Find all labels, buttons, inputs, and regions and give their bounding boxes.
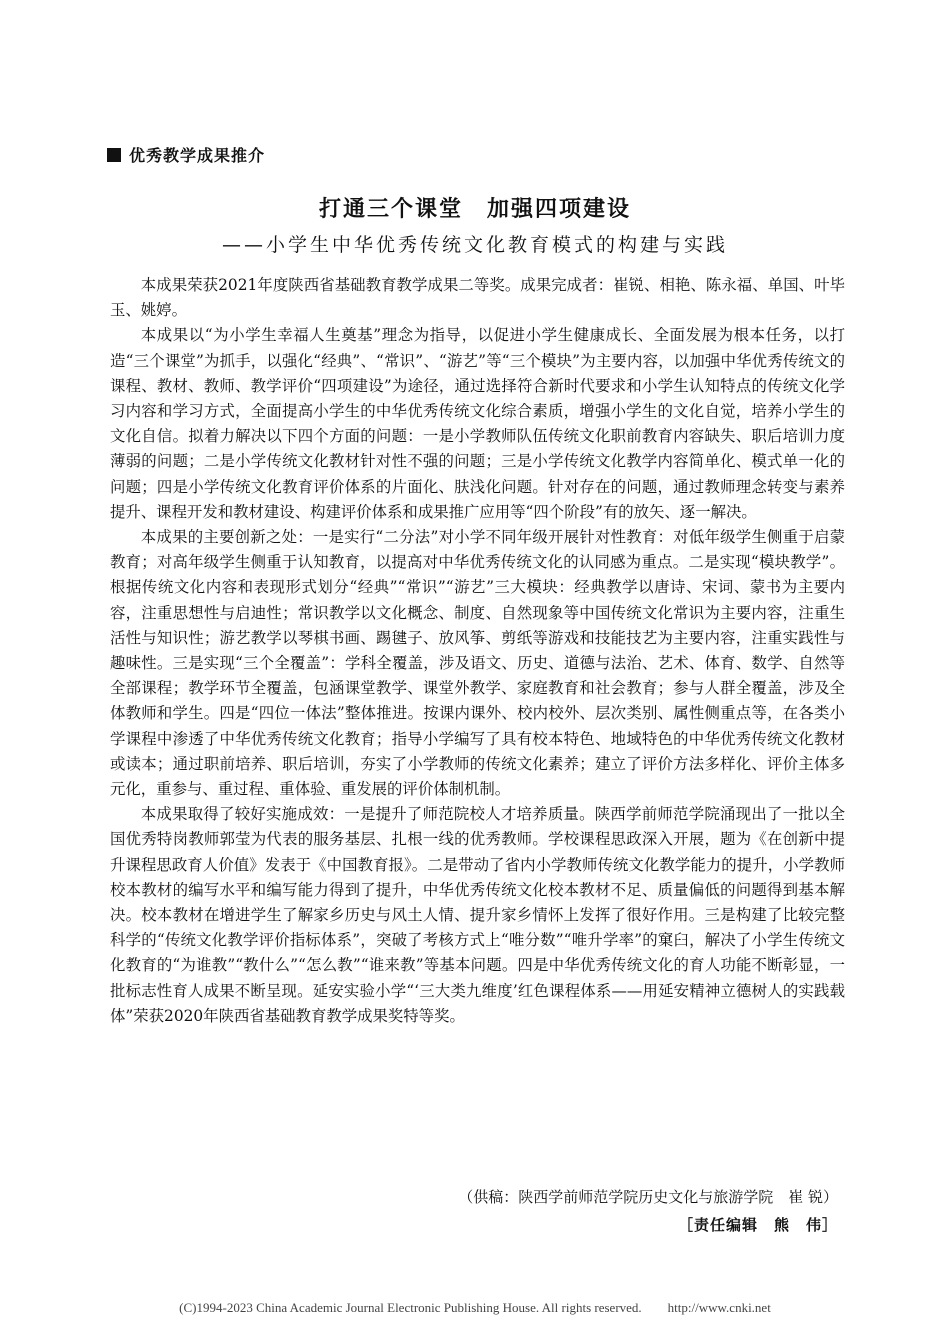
article-subtitle: ——小学生中华优秀传统文化教育模式的构建与实践 [221,234,728,256]
copyright-footer: (C)1994-2023 China Academic Journal Electronic Publishing House. All rights reserved. http://www.cnki.net [179,1300,771,1315]
square-bullet-icon [107,148,121,162]
paragraph: 本成果取得了较好实施成效：一是提升了师范院校人才培养质量。陕西学前师范学院涌现出了一批以全国优秀特岗教师郭莹为代表的服务基层、扎根一线的优秀教师。学校课程思政深入开展，题为《在创新中提升课程思政育人价值》发表于《中国教育报》。二是带动了省内小学教师传统文化教学能力的提升，小学教师校本教材的编写水平和编写能力得到了提升，中华优秀传统文化校本教材不足、质量偏低的问题得到基本解决。校本教材在增进学生了解家乡历史与风土人情、提升家乡情怀上发挥了很好作用。三是构建了比较完整科学的“传统文化教学评价指标体系”，突破了考核方式上“唯分数”“唯升学率”的窠臼，解决了小学生传统文化教育的“为谁教”“教什么”“怎么教”“谁来教”等基本问题。四是中华优秀传统文化的育人功能不断彰显，一批标志性育人成果不断呈现。延安实验小学“‘三大类九维度’红色课程体系——用延安精神立德树人的实践载体”荣获2020年陕西省基础教育教学成果奖特等奖。 [110,805,845,1025]
article-body [110,273,845,1029]
paragraph: 本成果荣获2021年度陕西省基础教育教学成果二等奖。成果完成者：崔锐、相艳、陈永福、单国、叶毕玉、姚婷。 [110,276,845,320]
paragraph: 本成果以“为小学生幸福人生奠基”理念为指导，以促进小学生健康成长、全面发展为根本任务，以打造“三个课堂”为抓手，以强化“经典”、“常识”、“游艺”等“三个模块”为主要内容，以加强中华优秀传统文的课程、教材、教师、教学评价“四项建设”为途径，通过选择符合新时代要求和小学生认知特点的传统文化学习内容和学习方式，全面提高小学生的中华优秀传统文化综合素质，增强小学生的文化自觉，培养小学生的文化自信。拟着力解决以下四个方面的问题：一是小学教师队伍传统文化职前教育内容缺失、职后培训力度薄弱的问题；二是小学传统文化教材针对性不强的问题；三是小学传统文化教学内容简单化、模式单一化的问题；四是小学传统文化教育评价体系的片面化、肤浅化问题。针对存在的问题，通过教师理念转变与素养提升、课程开发和教材建设、构建评价体系和成果推广应用等“四个阶段”有的放矢、逐一解决。 [110,326,845,521]
article-title: 打通三个课堂 加强四项建设 [318,197,631,222]
section-label-text: 优秀教学成果推介 [129,146,266,165]
source-credit: （供稿：陕西学前师范学院历史文化与旅游学院 崔 锐） [458,1188,838,1206]
paragraph: 本成果的主要创新之处：一是实行“二分法”对小学不同年级开展针对性教育：对低年级学生侧重于启蒙教育；对高年级学生侧重于认知教育，以提高对中华优秀传统文化的认同感为重点。二是实现“模块教学”。根据传统文化内容和表现形式划分“经典”“常识”“游艺”三大模块：经典教学以唐诗、宋词、蒙书为主要内容，注重思想性与启迪性；常识教学以文化概念、制度、自然现象等中国传统文化常识为主要内容，注重生活性与知识性；游艺教学以琴棋书画、踢毽子、放风筝、剪纸等游戏和技能技艺为主要内容，注重实践性与趣味性。三是实现“三个全覆盖”：学科全覆盖，涉及语文、历史、道德与法治、艺术、体育、数学、自然等全部课程；教学环节全覆盖，包涵课堂教学、课堂外教学、家庭教育和社会教育；参与人群全覆盖，涉及全体教师和学生。四是“四位一体法”整体推进。按课内课外、校内校外、层次类别、属性侧重点等，在各类小学课程中渗透了中华优秀传统文化教育；指导小学编写了具有校本特色、地域特色的中华优秀传统文化教材或读本；通过职前培养、职后培训，夯实了小学教师的传统文化素养；建立了评价方法多样化、评价主体多元化，重参与、重过程、重体验、重发展的评价体制机制。 [110,528,845,799]
section-label [107,143,265,166]
responsible-editor: ［责任编辑 熊 伟］ [677,1216,838,1234]
